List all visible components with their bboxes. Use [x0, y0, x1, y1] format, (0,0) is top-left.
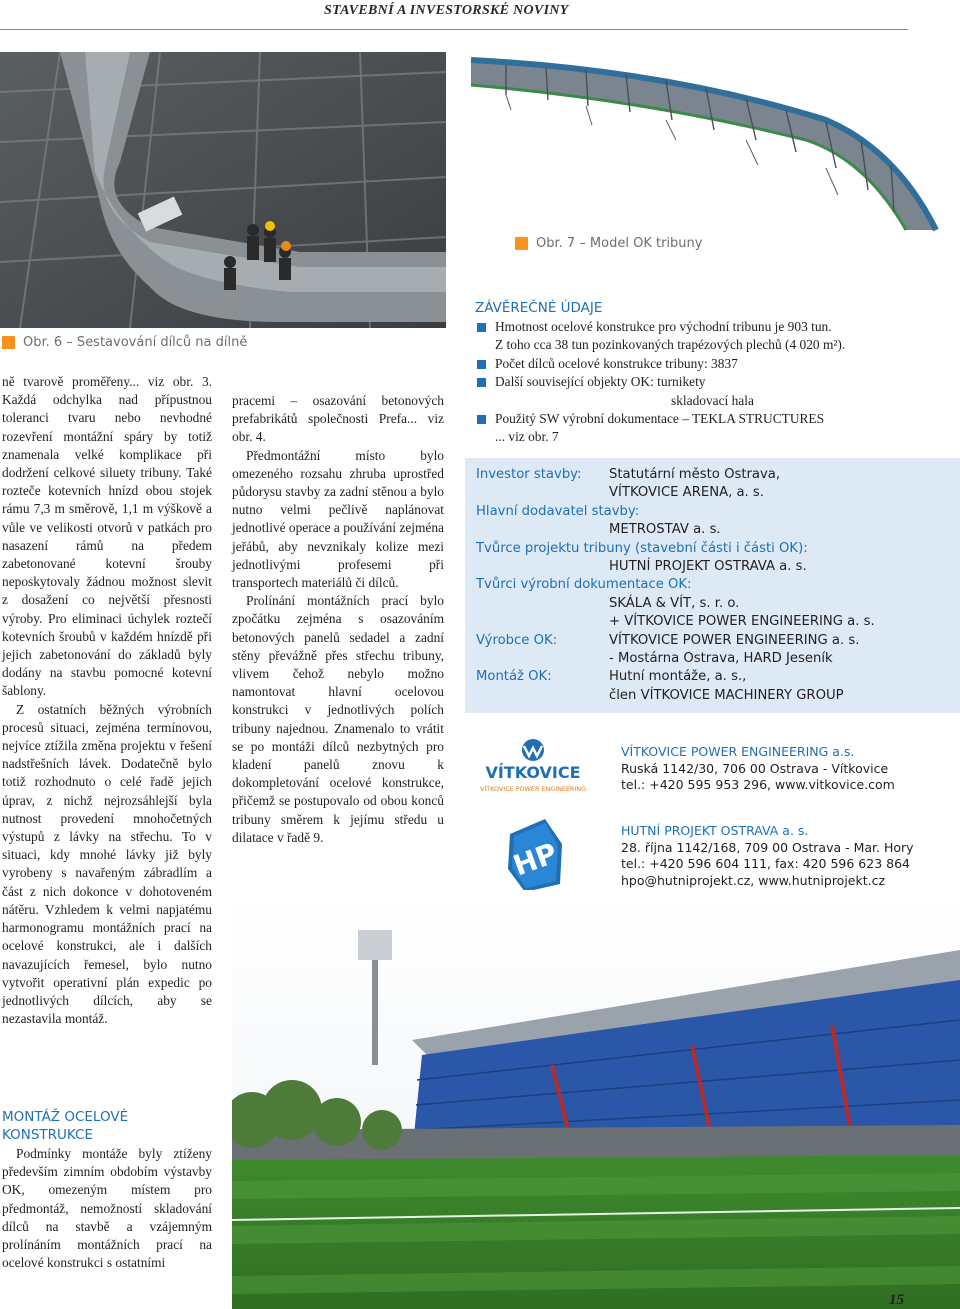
section-heading: MONTÁŽ OCELOVÉ KONSTRUKCE — [2, 1109, 129, 1143]
vitkovice-logo-name: VÍTKOVICE — [485, 763, 581, 782]
contact-vitkovice: VÍTKOVICE POWER ENGINEERING a.s. Ruská 1142/30, 706 00 Ostrava - Vítkovice tel.: +420 595 953 296, www.vitkovice.com — [621, 744, 895, 792]
list-item: Další související objekty OK: turnikety skladovací hala — [475, 373, 945, 410]
final-data-list — [475, 318, 945, 447]
vitkovice-logo — [472, 738, 600, 796]
bullet-icon — [477, 415, 486, 424]
hp-logo-letters: HP — [508, 836, 562, 883]
text-column-1-lower — [2, 1145, 212, 1272]
hutni-projekt-logo — [500, 814, 570, 896]
header-rule — [0, 29, 908, 30]
paragraph: Podmínky montáže byly ztíženy především zimním obdobím výstavby OK, omezeným místem pro předmontáž, nemožností skladování dílců na stavbě a vzájemným prolínáním montážních prací na ocelové konstrukci s ostatními — [2, 1146, 212, 1271]
paragraph: Předmontážní místo bylo omezeného rozsahu zhruba uprostřed půdorysu stavby za zadní stěnou a bylo nutno velmi pečlivě naplánovat jednotlivé operace a používání zejména jeřábů, aby nevznikaly kolize mezi jednotlivými profesemi při transportech materiálů či dílců. — [232, 447, 444, 591]
vitkovice-logo-sub: VÍTKOVICE POWER ENGINEERING — [480, 785, 586, 793]
list-item: Počet dílců ocelové konstrukce tribuny: 3837 — [475, 355, 945, 373]
bullet-icon — [477, 378, 486, 387]
workshop-photo — [0, 52, 446, 328]
journal-title: STAVEBNÍ A INVESTORSKÉ NOVINY — [324, 3, 569, 18]
designer-label: Tvůrce projektu tribuny (stavební části i části OK): — [476, 540, 808, 556]
page-header — [0, 0, 960, 32]
structure-model-image — [466, 40, 960, 240]
assembly-row: Montáž OK: Hutní montáže, a. s., — [476, 669, 747, 685]
list-item: Hmotnost ocelové konstrukce pro východní tribunu je 903 tun. Z toho cca 38 tun pozinkovaných trapézových plechů (4 020 m²). — [475, 318, 945, 355]
text-column-2 — [232, 392, 444, 847]
paragraph: pracemi – osazování betonových prefabrikátů společnosti Prefa... viz obr. 4. — [232, 393, 444, 445]
figure-6-caption: Obr. 6 – Sestavování dílců na dílně — [2, 335, 247, 350]
project-info-box: Investor stavby: Statutární město Ostrava, VÍTKOVICE ARENA, a. s. Hlavní dodavatel stavby: METROSTAV a. s. Tvůrce projektu tribuny (stavební části i části OK): HUTNÍ PROJEKT OSTRAVA a. s. Tvůrci výrobní dokumentace OK: SKÁLA & VÍT, s. r. o. + VÍTKOVICE POWER ENGINEERING a. s. Výrobce OK: VÍTKOVICE POWER ENGINEERING a. s. - Mostárna Ostrava, HARD Jeseník Montáž OK: Hutní montáže, a. s., člen VÍTKOVICE MACHINERY GROUP — [465, 458, 960, 713]
bullet-icon — [477, 360, 486, 369]
stadium-photo — [232, 890, 960, 1309]
final-data-section — [475, 300, 945, 447]
manufacturer-row: Výrobce OK: VÍTKOVICE POWER ENGINEERING a. s. — [476, 632, 860, 648]
list-item: Použitý SW výrobní dokumentace – TEKLA STRUCTURES ... viz obr. 7 — [475, 410, 945, 447]
paragraph: Prolínání montážních prací bylo zpočátku zejména s osazováním betonových panelů sedadel a zadní stěny převážně přes střechu tribuny, vlivem čehož nebylo možno namontovat hlavní ocelovou konstrukci v jednotlivých polích tribuny najednou. Znamenalo to vrátit se po montáži dílců nezbytných pro kladení panelů znovu k dokompletování ocelové konstrukce, přičemž se postupovalo od obou konců tribuny směrem k jejímu středu u dilatace v řadě 9. — [232, 593, 444, 845]
figure-7-caption: Obr. 7 – Model OK tribuny — [515, 236, 702, 251]
paragraph: Z ostatních běžných výrobních procesů situaci, zejména termínovou, nejvíce ztížila změna projektu v řešení nadstřešních lávek. Dodatečně bylo totiž rozhodnuto o celé řadě jejich úprav, z nichž nejrozsáhlejší byla nutnost provedení mnohočetných výstupů z lávky na střechu. To v situaci, kdy mnohé lávky již byly vyrobeny s navařeným zábradlím a část z nich dokonce v dohotoveném nátěru. Vzhledem k velmi napjatému harmonogramu montážních prací na ocelové konstrukci, ale i dalších navazujících řemesel, bylo nutno vytvořit operativní plán expedic po jednotlivých dílcích, aby se nezastavila montáž. — [2, 701, 212, 1027]
caption-marker-icon — [515, 237, 528, 250]
caption-marker-icon — [2, 336, 15, 349]
final-data-heading: ZÁVĚREČNÉ ÚDAJE — [475, 300, 603, 316]
page-number: 15 — [889, 1292, 904, 1308]
paragraph: ně tvarově proměřeny... viz obr. 3. Každá odchylka nad přípustnou toleranci tvaru nebo nevhodné rozevření montážní spáry by totiž znamenala velké komplikace při dodržení celkové siluety tribuny. Také rozteče kotevních hnízd obou stojek rámu 7,3 m směrově, 1,1 m výškově a vůle ve velikosti otvorů v patkách pro nasazení rámů na předem zabetonované kotevní šrouby neposkytovaly žádnou možnost slevit z dosažení co největší přesnosti výroby. Pro eliminaci úchylek roztečí kotevních šroubů v každém hnízdě při jejich zabetonování do základů byly dodány na stavbu pomocné kotevní šablony. — [2, 374, 212, 699]
main-contractor-label: Hlavní dodavatel stavby: — [476, 503, 640, 519]
investor-row: Investor stavby: Statutární město Ostrava, — [476, 467, 781, 482]
bullet-icon — [477, 323, 486, 332]
text-column-1 — [2, 373, 212, 1028]
contact-hutni-projekt: HUTNÍ PROJEKT OSTRAVA a. s. 28. října 1142/168, 709 00 Ostrava - Mar. Hory tel.: +420 596 604 111, fax: 420 596 623 864 hpo@hutniprojekt.cz, www.hutniprojekt.cz — [621, 823, 914, 888]
documentation-label: Tvůrci výrobní dokumentace OK: — [476, 577, 692, 593]
